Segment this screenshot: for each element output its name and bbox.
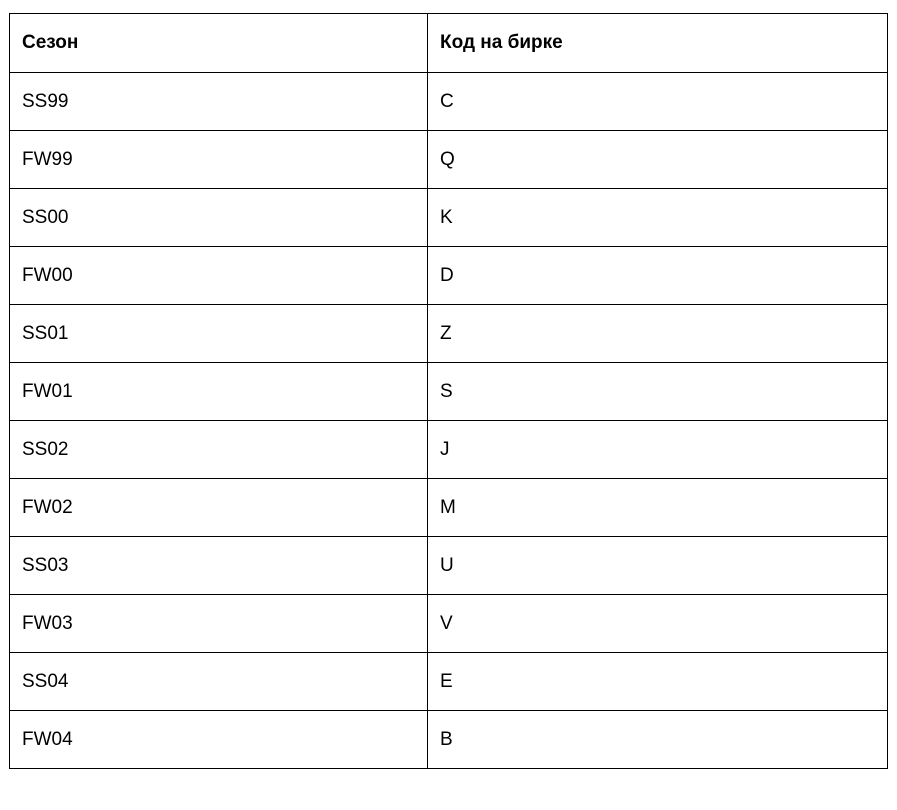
season-cell: SS99: [10, 73, 428, 131]
tag-code-cell: K: [428, 189, 888, 247]
season-cell: FW02: [10, 479, 428, 537]
season-cell: SS01: [10, 305, 428, 363]
table-row: [10, 479, 888, 537]
season-cell: SS04: [10, 653, 428, 711]
tag-code-cell: C: [428, 73, 888, 131]
table-row: [10, 73, 888, 131]
season-code-table: [9, 13, 888, 769]
tag-code-cell: U: [428, 537, 888, 595]
table-row: [10, 537, 888, 595]
table-row: [10, 247, 888, 305]
season-cell: FW01: [10, 363, 428, 421]
season-cell: SS02: [10, 421, 428, 479]
tag-code-cell: J: [428, 421, 888, 479]
table-body: [10, 73, 888, 769]
tag-code-cell: D: [428, 247, 888, 305]
tag-code-cell: Z: [428, 305, 888, 363]
season-cell: SS00: [10, 189, 428, 247]
header-season: Сезон: [10, 14, 428, 73]
table-row: [10, 131, 888, 189]
header-tag-code: Код на бирке: [428, 14, 888, 73]
table-row: [10, 653, 888, 711]
tag-code-cell: M: [428, 479, 888, 537]
tag-code-cell: S: [428, 363, 888, 421]
header-row: [10, 14, 888, 73]
tag-code-cell: Q: [428, 131, 888, 189]
table-row: [10, 189, 888, 247]
tag-code-cell: E: [428, 653, 888, 711]
tag-code-cell: V: [428, 595, 888, 653]
tag-code-cell: B: [428, 711, 888, 769]
season-cell: FW04: [10, 711, 428, 769]
table-header: [10, 14, 888, 73]
season-cell: FW03: [10, 595, 428, 653]
season-cell: FW99: [10, 131, 428, 189]
table-row: [10, 363, 888, 421]
season-cell: FW00: [10, 247, 428, 305]
season-cell: SS03: [10, 537, 428, 595]
table-row: [10, 595, 888, 653]
table-row: [10, 421, 888, 479]
table-row: [10, 305, 888, 363]
table-row: [10, 711, 888, 769]
